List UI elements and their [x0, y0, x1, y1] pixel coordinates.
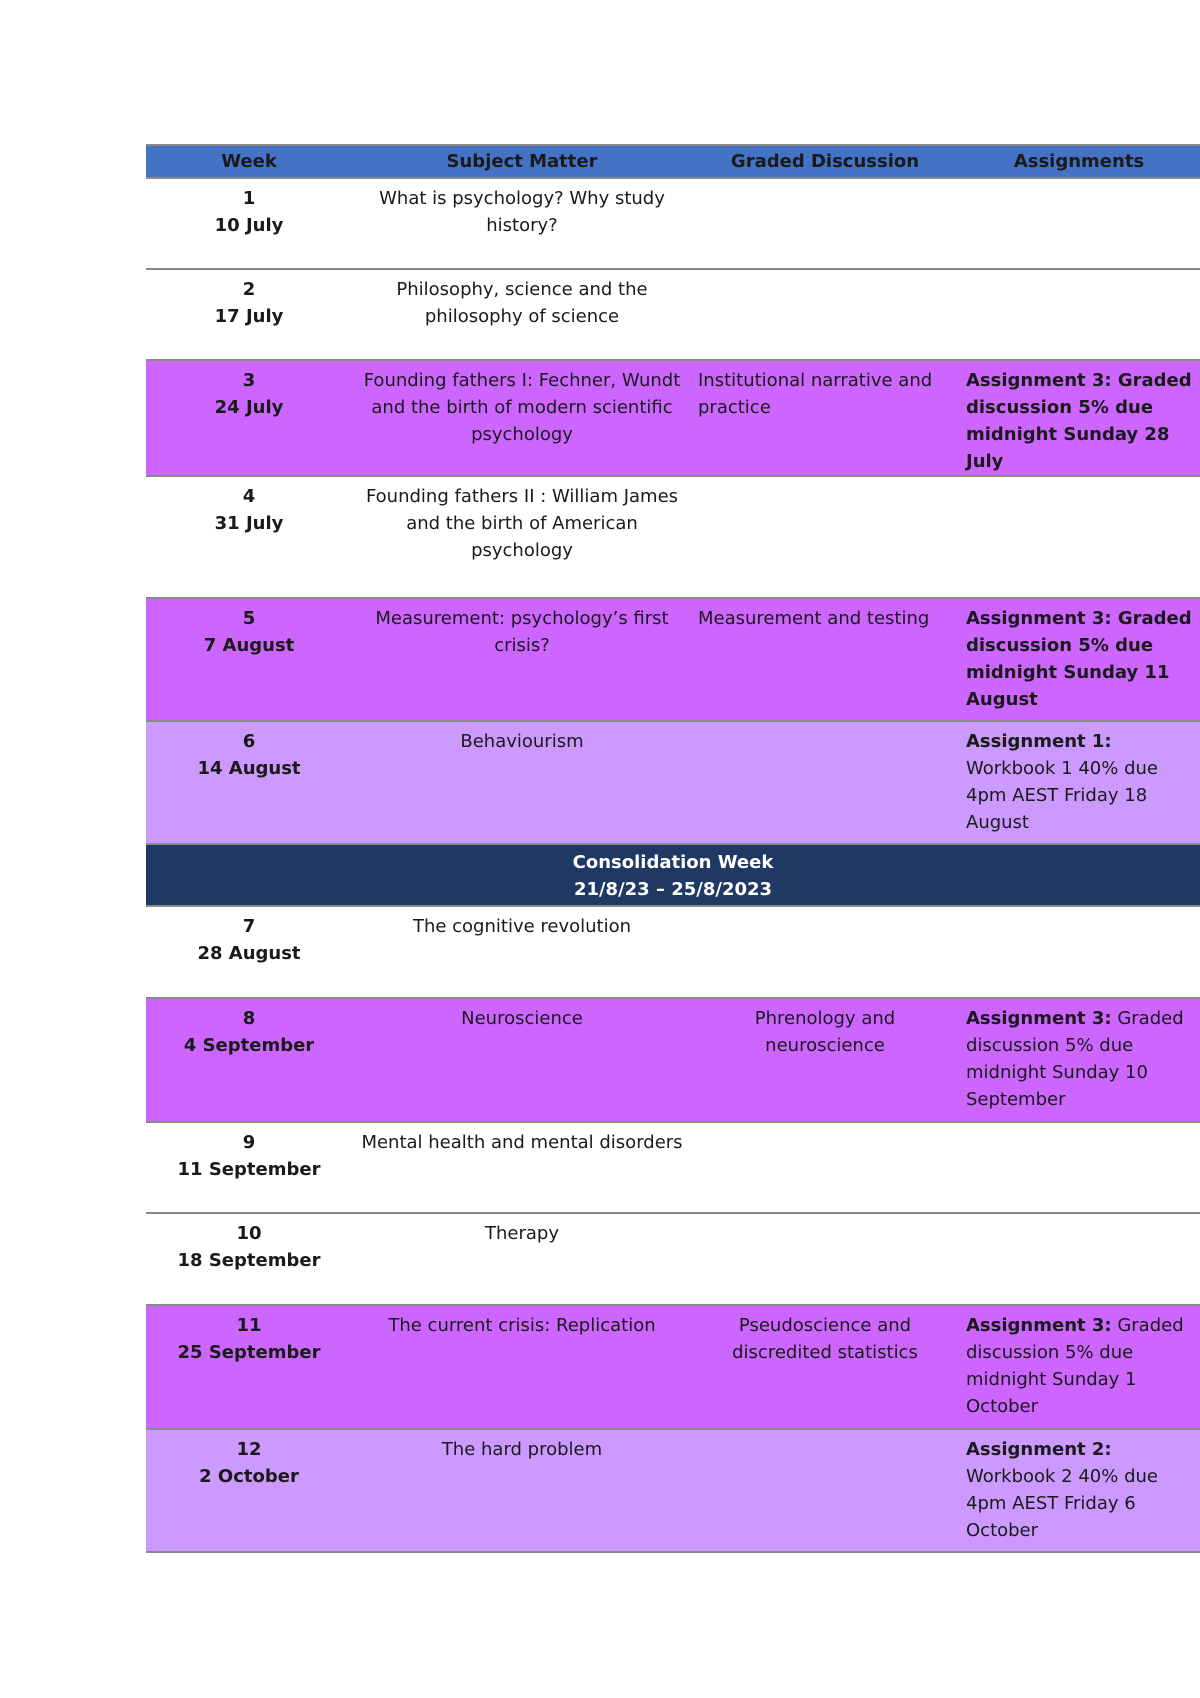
discussion-cell — [692, 1213, 958, 1305]
week-date: 10 July — [214, 215, 284, 236]
week-date: 24 July — [214, 397, 284, 418]
subject-cell: Founding fathers II : William James and the birth of American psychology — [352, 476, 692, 598]
week-number: 3 — [242, 370, 256, 391]
subject-cell: Measurement: psychology’s first crisis? — [352, 598, 692, 721]
table-row — [146, 906, 1200, 998]
assignment-label: Assignment 3: Graded discussion 5% due midnight Sunday 11 August — [966, 608, 1192, 710]
assignment-cell — [958, 721, 1200, 844]
week-number: 1 — [242, 188, 256, 209]
week-number: 4 — [242, 486, 256, 507]
table-row — [146, 269, 1200, 360]
week-number: 2 — [242, 279, 256, 300]
subject-cell: The hard problem — [352, 1429, 692, 1552]
assignment-text: Workbook 2 40% due 4pm AEST Friday 6 October — [966, 1466, 1158, 1541]
discussion-cell — [692, 721, 958, 844]
week-number: 5 — [242, 608, 256, 629]
week-date: 18 September — [177, 1250, 321, 1271]
consolidation-row — [146, 844, 1200, 906]
assignment-cell — [958, 1429, 1200, 1552]
table-header-row — [146, 145, 1200, 178]
header-discussion: Graded Discussion — [692, 145, 958, 178]
discussion-cell — [692, 178, 958, 269]
table-row — [146, 1305, 1200, 1429]
week-date: 2 October — [199, 1466, 299, 1487]
week-date: 25 September — [177, 1342, 321, 1363]
assignment-cell — [958, 1122, 1200, 1213]
table-row — [146, 721, 1200, 844]
subject-cell: Mental health and mental disorders — [352, 1122, 692, 1213]
table-row — [146, 476, 1200, 598]
week-cell — [146, 1213, 352, 1305]
discussion-cell — [692, 906, 958, 998]
week-number: 6 — [242, 731, 256, 752]
week-date: 4 September — [183, 1035, 315, 1056]
assignment-text: Graded discussion 5% due midnight Sunday 1 October — [966, 1315, 1184, 1417]
week-cell — [146, 1305, 352, 1429]
week-date: 11 September — [177, 1159, 321, 1180]
consolidation-cell — [146, 844, 1200, 906]
week-date: 31 July — [214, 513, 284, 534]
discussion-cell — [692, 269, 958, 360]
week-date: 7 August — [203, 635, 295, 656]
table-row — [146, 360, 1200, 476]
subject-cell: Founding fathers I: Fechner, Wundt and the birth of modern scientific psychology — [352, 360, 692, 476]
assignment-label: Assignment 3: — [966, 1008, 1112, 1029]
week-date: 28 August — [197, 943, 301, 964]
assignment-text: Workbook 1 40% due 4pm AEST Friday 18 August — [966, 758, 1158, 833]
week-number: 10 — [236, 1223, 262, 1244]
week-date: 17 July — [214, 306, 284, 327]
assignment-cell — [958, 476, 1200, 598]
header-week: Week — [146, 145, 352, 178]
assignment-cell — [958, 360, 1200, 476]
discussion-cell — [692, 1122, 958, 1213]
discussion-cell — [692, 476, 958, 598]
assignment-label: Assignment 3: — [966, 1315, 1112, 1336]
assignment-cell — [958, 178, 1200, 269]
assignment-label: Assignment 2: — [966, 1439, 1112, 1460]
consolidation-title: Consolidation Week — [572, 852, 774, 873]
header-subject: Subject Matter — [352, 145, 692, 178]
table-row — [146, 1122, 1200, 1213]
week-number: 8 — [242, 1008, 256, 1029]
discussion-cell: Measurement and testing — [692, 598, 958, 721]
week-cell — [146, 269, 352, 360]
header-assignments: Assignments — [958, 145, 1200, 178]
table-row — [146, 1429, 1200, 1552]
schedule-table — [146, 144, 1200, 1553]
assignment-cell — [958, 1213, 1200, 1305]
week-cell — [146, 178, 352, 269]
table-row — [146, 178, 1200, 269]
week-cell — [146, 360, 352, 476]
subject-cell: Neuroscience — [352, 998, 692, 1122]
table-row — [146, 1213, 1200, 1305]
discussion-cell: Institutional narrative and practice — [692, 360, 958, 476]
assignment-cell — [958, 269, 1200, 360]
week-cell — [146, 1122, 352, 1213]
week-cell — [146, 476, 352, 598]
week-cell — [146, 998, 352, 1122]
week-date: 14 August — [197, 758, 301, 779]
subject-cell: Therapy — [352, 1213, 692, 1305]
week-cell — [146, 598, 352, 721]
assignment-text: Graded discussion 5% due midnight Sunday 10 September — [966, 1008, 1184, 1110]
week-cell — [146, 1429, 352, 1552]
subject-cell: The cognitive revolution — [352, 906, 692, 998]
subject-cell: The current crisis: Replication — [352, 1305, 692, 1429]
discussion-cell: Phrenology and neuroscience — [692, 998, 958, 1122]
subject-cell: What is psychology? Why study history? — [352, 178, 692, 269]
assignment-label: Assignment 3: Graded discussion 5% due midnight Sunday 28 July — [966, 370, 1192, 472]
table-row — [146, 998, 1200, 1122]
assignment-cell — [958, 906, 1200, 998]
assignment-label: Assignment 1: — [966, 731, 1112, 752]
week-number: 12 — [236, 1439, 262, 1460]
assignment-cell — [958, 598, 1200, 721]
assignment-cell — [958, 1305, 1200, 1429]
discussion-cell: Pseudoscience and discredited statistics — [692, 1305, 958, 1429]
table-row — [146, 598, 1200, 721]
week-number: 9 — [242, 1132, 256, 1153]
week-number: 11 — [236, 1315, 262, 1336]
week-number: 7 — [242, 916, 256, 937]
subject-cell: Behaviourism — [352, 721, 692, 844]
assignment-cell — [958, 998, 1200, 1122]
subject-cell: Philosophy, science and the philosophy of science — [352, 269, 692, 360]
week-cell — [146, 906, 352, 998]
discussion-cell — [692, 1429, 958, 1552]
week-cell — [146, 721, 352, 844]
consolidation-dates: 21/8/23 – 25/8/2023 — [573, 879, 773, 900]
